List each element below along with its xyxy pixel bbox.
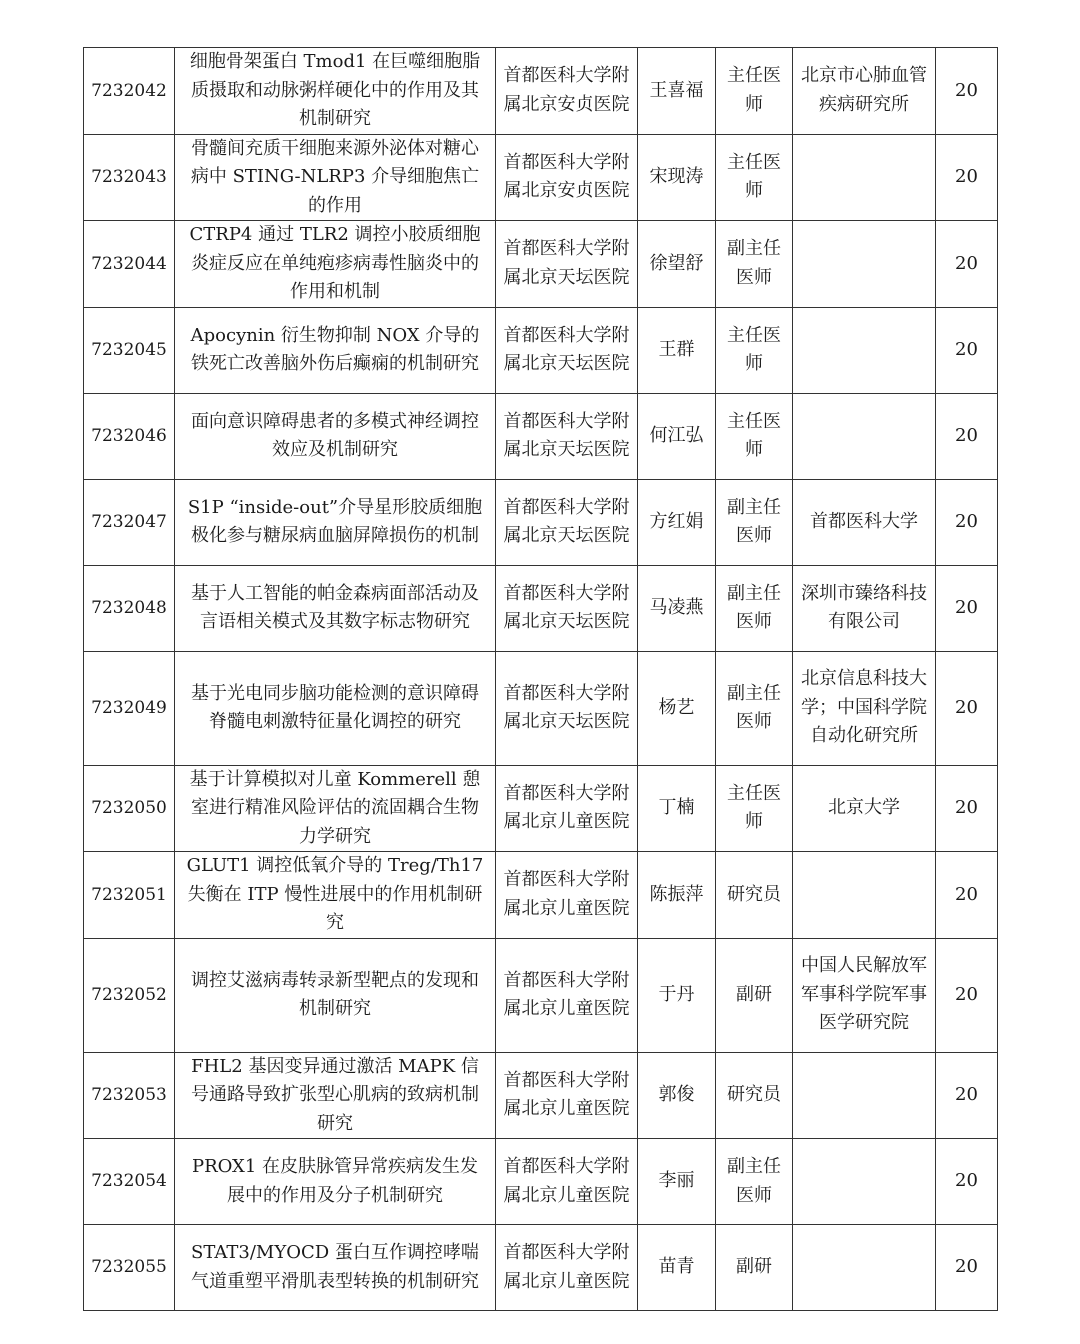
funding-cell: 20: [936, 938, 998, 1052]
table-row: [84, 565, 998, 651]
principal-investigator-cell: 王群: [638, 307, 716, 393]
title-rank-cell: 主任医师: [716, 134, 793, 221]
project-title-cell: S1P “inside-out”介导星形胶质细胞极化参与糖尿病血脑屏障损伤的机制: [175, 479, 496, 565]
title-rank-cell: 副主任医师: [716, 651, 793, 765]
principal-investigator-cell: 苗青: [638, 1225, 716, 1311]
institution-cell: 首都医科大学附属北京天坛医院: [496, 479, 638, 565]
title-rank-cell: 主任医师: [716, 393, 793, 479]
project-title-cell: PROX1 在皮肤脉管异常疾病发生发展中的作用及分子机制研究: [175, 1139, 496, 1225]
project-title-cell: 细胞骨架蛋白 Tmod1 在巨噬细胞脂质摄取和动脉粥样硬化中的作用及其机制研究: [175, 48, 496, 135]
project-id-cell: 7232051: [84, 852, 175, 939]
institution-cell: 首都医科大学附属北京儿童医院: [496, 852, 638, 939]
institution-cell: 首都医科大学附属北京儿童医院: [496, 938, 638, 1052]
title-rank-cell: 主任医师: [716, 765, 793, 852]
funding-cell: 20: [936, 651, 998, 765]
institution-cell: 首都医科大学附属北京天坛医院: [496, 651, 638, 765]
project-id-cell: 7232055: [84, 1225, 175, 1311]
project-id-cell: 7232049: [84, 651, 175, 765]
partner-institution-cell: [793, 221, 936, 308]
institution-cell: 首都医科大学附属北京安贞医院: [496, 134, 638, 221]
partner-institution-cell: [793, 307, 936, 393]
project-title-cell: STAT3/MYOCD 蛋白互作调控哮喘气道重塑平滑肌表型转换的机制研究: [175, 1225, 496, 1311]
funding-cell: 20: [936, 565, 998, 651]
project-title-cell: 基于人工智能的帕金森病面部活动及言语相关模式及其数字标志物研究: [175, 565, 496, 651]
institution-cell: 首都医科大学附属北京儿童医院: [496, 765, 638, 852]
table-row: [84, 48, 998, 135]
partner-institution-cell: [793, 134, 936, 221]
partner-institution-cell: 深圳市臻络科技有限公司: [793, 565, 936, 651]
table-row: [84, 765, 998, 852]
title-rank-cell: 副主任医师: [716, 221, 793, 308]
project-table-body: [84, 48, 998, 1311]
funding-cell: 20: [936, 1052, 998, 1139]
project-title-cell: FHL2 基因变异通过激活 MAPK 信号通路导致扩张型心肌病的致病机制研究: [175, 1052, 496, 1139]
title-rank-cell: 副主任医师: [716, 1139, 793, 1225]
project-id-cell: 7232043: [84, 134, 175, 221]
funding-cell: 20: [936, 307, 998, 393]
partner-institution-cell: 北京信息科技大学；中国科学院自动化研究所: [793, 651, 936, 765]
project-title-cell: 基于计算模拟对儿童 Kommerell 憩室进行精准风险评估的流固耦合生物力学研究: [175, 765, 496, 852]
project-id-cell: 7232053: [84, 1052, 175, 1139]
partner-institution-cell: [793, 1052, 936, 1139]
funding-cell: 20: [936, 221, 998, 308]
table-row: [84, 1225, 998, 1311]
title-rank-cell: 研究员: [716, 852, 793, 939]
title-rank-cell: 主任医师: [716, 48, 793, 135]
project-id-cell: 7232042: [84, 48, 175, 135]
institution-cell: 首都医科大学附属北京儿童医院: [496, 1225, 638, 1311]
funding-cell: 20: [936, 852, 998, 939]
project-title-cell: Apocynin 衍生物抑制 NOX 介导的铁死亡改善脑外伤后癫痫的机制研究: [175, 307, 496, 393]
funding-cell: 20: [936, 48, 998, 135]
title-rank-cell: 副主任医师: [716, 479, 793, 565]
funding-cell: 20: [936, 1225, 998, 1311]
table-row: [84, 1139, 998, 1225]
table-row: [84, 479, 998, 565]
principal-investigator-cell: 郭俊: [638, 1052, 716, 1139]
principal-investigator-cell: 杨艺: [638, 651, 716, 765]
table-row: [84, 221, 998, 308]
principal-investigator-cell: 陈振萍: [638, 852, 716, 939]
title-rank-cell: 副研: [716, 938, 793, 1052]
partner-institution-cell: [793, 1225, 936, 1311]
table-row: [84, 852, 998, 939]
principal-investigator-cell: 徐望舒: [638, 221, 716, 308]
partner-institution-cell: 北京大学: [793, 765, 936, 852]
project-id-cell: 7232046: [84, 393, 175, 479]
partner-institution-cell: 中国人民解放军军事科学院军事医学研究院: [793, 938, 936, 1052]
table-row: [84, 938, 998, 1052]
table-row: [84, 134, 998, 221]
partner-institution-cell: [793, 393, 936, 479]
institution-cell: 首都医科大学附属北京天坛医院: [496, 307, 638, 393]
project-id-cell: 7232050: [84, 765, 175, 852]
table-row: [84, 307, 998, 393]
funding-cell: 20: [936, 393, 998, 479]
institution-cell: 首都医科大学附属北京儿童医院: [496, 1139, 638, 1225]
project-title-cell: CTRP4 通过 TLR2 调控小胶质细胞炎症反应在单纯疱疹病毒性脑炎中的作用和机制: [175, 221, 496, 308]
institution-cell: 首都医科大学附属北京儿童医院: [496, 1052, 638, 1139]
project-id-cell: 7232054: [84, 1139, 175, 1225]
principal-investigator-cell: 王喜福: [638, 48, 716, 135]
project-id-cell: 7232048: [84, 565, 175, 651]
project-table: [83, 47, 998, 1311]
partner-institution-cell: 北京市心肺血管疾病研究所: [793, 48, 936, 135]
project-title-cell: 骨髓间充质干细胞来源外泌体对糖心病中 STING-NLRP3 介导细胞焦亡的作用: [175, 134, 496, 221]
institution-cell: 首都医科大学附属北京安贞医院: [496, 48, 638, 135]
project-id-cell: 7232047: [84, 479, 175, 565]
funding-cell: 20: [936, 479, 998, 565]
project-id-cell: 7232044: [84, 221, 175, 308]
funding-cell: 20: [936, 1139, 998, 1225]
principal-investigator-cell: 李丽: [638, 1139, 716, 1225]
principal-investigator-cell: 丁楠: [638, 765, 716, 852]
institution-cell: 首都医科大学附属北京天坛医院: [496, 393, 638, 479]
title-rank-cell: 研究员: [716, 1052, 793, 1139]
project-title-cell: 调控艾滋病毒转录新型靶点的发现和机制研究: [175, 938, 496, 1052]
project-title-cell: 面向意识障碍患者的多模式神经调控效应及机制研究: [175, 393, 496, 479]
partner-institution-cell: [793, 852, 936, 939]
partner-institution-cell: 首都医科大学: [793, 479, 936, 565]
table-row: [84, 393, 998, 479]
principal-investigator-cell: 马凌燕: [638, 565, 716, 651]
funding-cell: 20: [936, 134, 998, 221]
table-row: [84, 1052, 998, 1139]
institution-cell: 首都医科大学附属北京天坛医院: [496, 565, 638, 651]
project-id-cell: 7232052: [84, 938, 175, 1052]
partner-institution-cell: [793, 1139, 936, 1225]
table-row: [84, 651, 998, 765]
title-rank-cell: 主任医师: [716, 307, 793, 393]
title-rank-cell: 副主任医师: [716, 565, 793, 651]
project-id-cell: 7232045: [84, 307, 175, 393]
project-title-cell: GLUT1 调控低氧介导的 Treg/Th17 失衡在 ITP 慢性进展中的作用机制研究: [175, 852, 496, 939]
principal-investigator-cell: 宋现涛: [638, 134, 716, 221]
institution-cell: 首都医科大学附属北京天坛医院: [496, 221, 638, 308]
project-title-cell: 基于光电同步脑功能检测的意识障碍脊髓电刺激特征量化调控的研究: [175, 651, 496, 765]
funding-cell: 20: [936, 765, 998, 852]
principal-investigator-cell: 于丹: [638, 938, 716, 1052]
principal-investigator-cell: 方红娟: [638, 479, 716, 565]
title-rank-cell: 副研: [716, 1225, 793, 1311]
principal-investigator-cell: 何江弘: [638, 393, 716, 479]
